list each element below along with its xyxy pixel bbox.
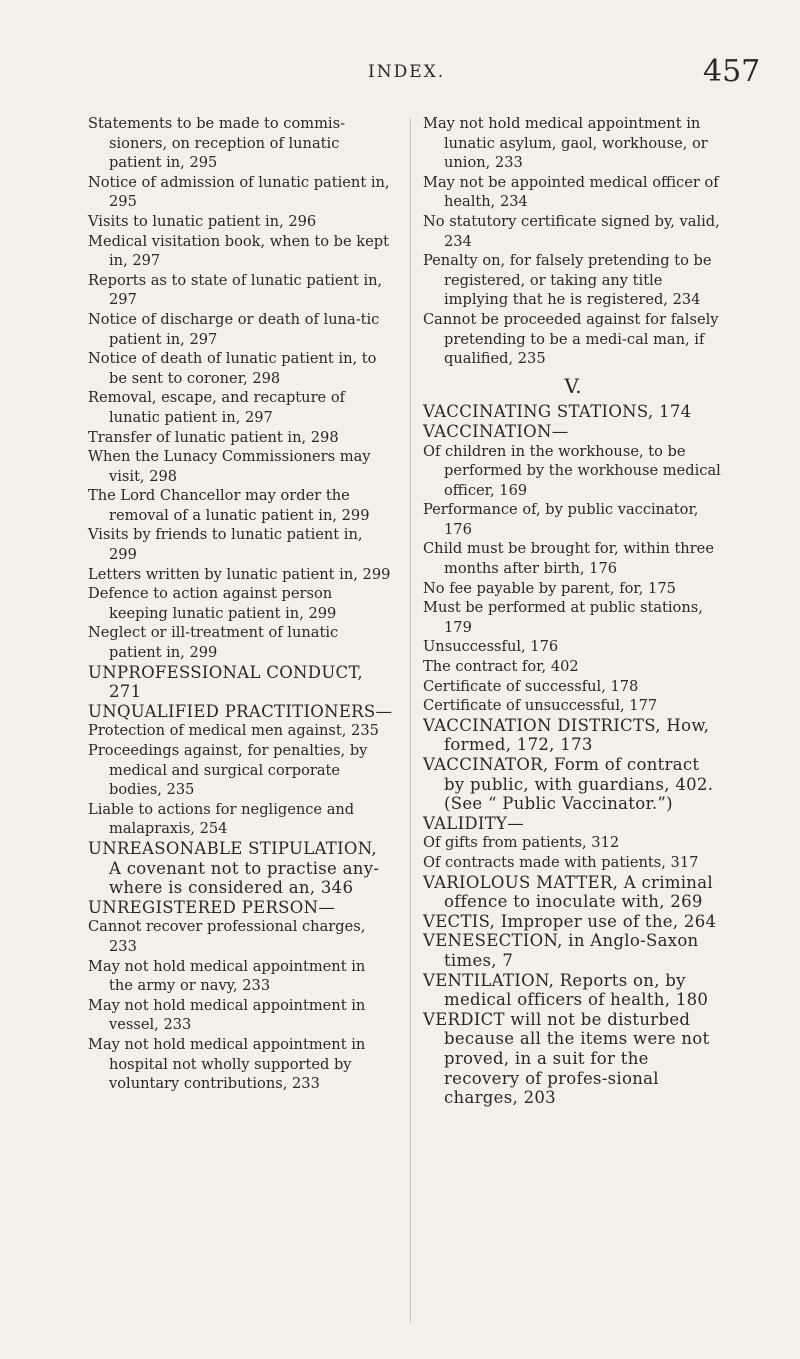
column-divider	[410, 118, 411, 1323]
index-entry: Visits by friends to lunatic patient in, 299	[88, 526, 363, 564]
index-heading: UNREASONABLE STIPULATION, A covenant not to practise any-where is considered an, 346	[88, 838, 380, 898]
index-entry: Liable to actions for negligence and malapraxis, 254	[88, 800, 355, 838]
index-entry: Notice of admission of lunatic patient in, 295	[88, 173, 390, 211]
index-heading: VECTIS, Improper use of the, 264	[423, 911, 717, 931]
index-entry: Proceedings against, for penalties, by medical and surgical corporate bodies, 235	[88, 742, 368, 799]
index-entry: Statements to be made to commis-sioners, on reception of lunatic patient in, 295	[88, 115, 346, 172]
index-entry: Transfer of lunatic patient in, 298	[88, 428, 339, 446]
running-title: INDEX.	[368, 62, 446, 82]
index-heading: VENESECTION, in Anglo-Saxon times, 7	[423, 931, 699, 970]
index-entry: Notice of death of lunatic patient in, to be sent to coroner, 298	[88, 350, 377, 387]
index-entry: Child must be brought for, within three months after birth, 176	[423, 540, 714, 578]
index-entry: Certificate of successful, 178	[423, 677, 639, 695]
index-heading: VACCINATION—	[423, 421, 569, 441]
index-entry: Cannot be proceeded against for falsely pretending to be a medi-cal man, if qualified, 235	[423, 310, 719, 368]
index-entry: Removal, escape, and recapture of lunatic patient in, 297	[88, 389, 346, 426]
index-entry: Of gifts from patients, 312	[423, 834, 620, 852]
index-entry: Certificate of unsuccessful, 177	[423, 697, 658, 715]
page-number: 457	[703, 54, 761, 89]
index-entry: Protection of medical men against, 235	[88, 722, 379, 740]
index-entry: May not hold medical appointment in lunatic asylum, gaol, workhouse, or union, 233	[423, 115, 708, 172]
page-header	[0, 54, 800, 102]
index-entry: Must be performed at public stations, 179	[423, 599, 703, 636]
index-entry: Performance of, by public vaccinator, 176	[423, 501, 699, 538]
right-column	[423, 114, 723, 1108]
index-heading: UNREGISTERED PERSON—	[88, 897, 336, 917]
index-heading: VACCINATOR, Form of contract by public, with guardians, 402. (See “ Public Vaccinator.”)	[423, 755, 714, 814]
index-entry: The Lord Chancellor may order the removal of a lunatic patient in, 299	[88, 487, 370, 524]
index-heading: VACCINATION DISTRICTS, How, formed, 172, 173	[423, 715, 710, 755]
index-entry: Visits to lunatic patient in, 296	[88, 212, 317, 230]
index-heading: VACCINATING STATIONS, 174	[423, 402, 692, 422]
index-heading: VERDICT will not be disturbed because all the items were not proved, in a suit for the recovery of profes-sional charges, 203	[423, 1009, 710, 1108]
index-entry: Defence to action against person keeping lunatic patient in, 299	[88, 585, 337, 622]
index-entry: The contract for, 402	[423, 658, 579, 676]
index-heading: UNQUALIFIED PRACTITIONERS—	[88, 701, 393, 721]
index-entry: Unsuccessful, 176	[423, 638, 559, 656]
index-entry: Of children in the workhouse, to be performed by the workhouse medical officer, 169	[423, 442, 721, 499]
index-heading: UNPROFESSIONAL CONDUCT, 271	[88, 662, 363, 702]
index-entry: Medical visitation book, when to be kept in, 297	[88, 232, 389, 270]
index-entry: Neglect or ill-treatment of lunatic patient in, 299	[88, 624, 339, 662]
index-entry: Of contracts made with patients, 317	[423, 853, 699, 871]
index-entry: Letters written by lunatic patient in, 299	[88, 565, 391, 583]
index-entry: When the Lunacy Commissioners may visit, 298	[88, 448, 371, 485]
index-entry: Reports as to state of lunatic patient in, 297	[88, 271, 383, 309]
index-entry: May not hold medical appointment in the army or navy, 233	[88, 957, 366, 995]
index-entry: No fee payable by parent, for, 175	[423, 579, 676, 597]
index-heading: VENTILATION, Reports on, by medical officers of health, 180	[423, 970, 709, 1010]
section-letter: V.	[564, 373, 582, 398]
index-entry: No statutory certificate signed by, valid, 234	[423, 212, 720, 250]
index-entry: May not be appointed medical officer of health, 234	[423, 173, 719, 211]
index-entry: Notice of discharge or death of luna-tic patient in, 297	[88, 310, 380, 348]
index-heading: VARIOLOUS MATTER, A criminal offence to inoculate with, 269	[423, 872, 713, 912]
index-entry: Penalty on, for falsely pretending to be registered, or taking any title implying that he is registered, 234	[423, 252, 712, 309]
index-entry: May not hold medical appointment in vessel, 233	[88, 996, 366, 1034]
left-column	[88, 114, 393, 1094]
index-entry: Cannot recover professional charges, 233	[88, 918, 366, 955]
index-heading: VALIDITY—	[423, 813, 525, 833]
index-entry: May not hold medical appointment in hospital not wholly supported by voluntary contributions, 233	[88, 1035, 366, 1093]
